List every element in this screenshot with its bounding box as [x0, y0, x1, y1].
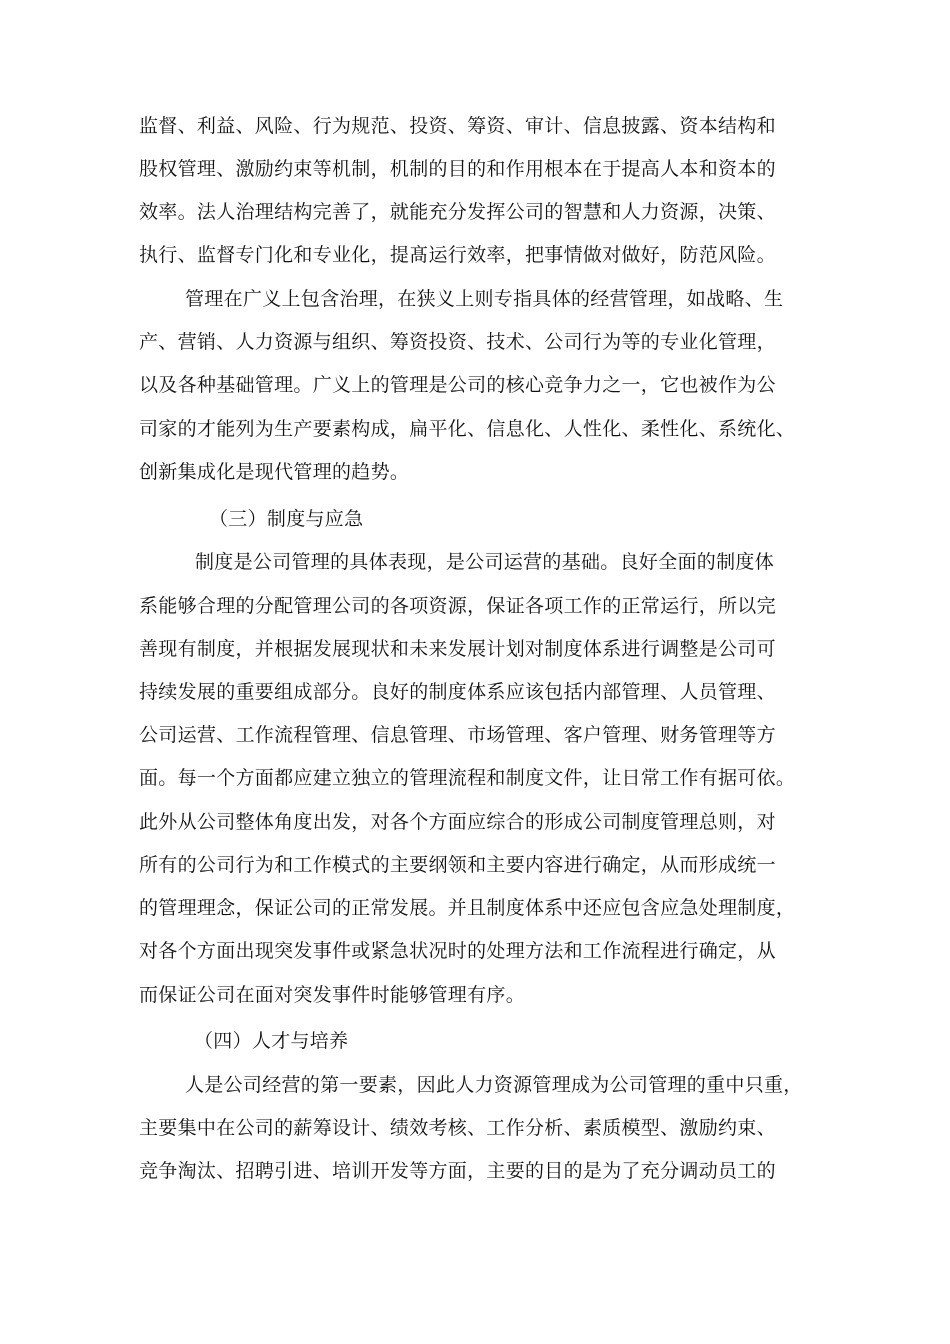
text-line: 善现有制度，并根据发展现状和未来发展计划对制度体系进行调整是公司可 [139, 638, 776, 660]
text-line: 执行、监督专门化和专业化，提髙运行效率，把事情做对做好，防范风险。 [139, 244, 776, 266]
text-line: 人是公司经营的第一要素，因此人力资源管理成为公司管理的重中只重， [185, 1074, 803, 1096]
text-line: 监督、利益、风险、行为规范、投资、筹资、审计、信息披露、资本结构和 [139, 115, 776, 137]
text-line: 司家的才能列为生产要素构成，扁平化、信息化、人性化、柔性化、系统化、 [139, 418, 796, 440]
text-line: 系能够合理的分配管理公司的各项资源，保证各项工作的正常运行，所以完 [139, 595, 776, 617]
text-line: 以及各种基础管理。广义上的管理是公司的核心竞争力之一，它也被作为公 [139, 374, 776, 396]
text-line: 的管理理念，保证公司的正常发展。并且制度体系中还应包含应急处理制度， [139, 897, 796, 919]
text-line: 对各个方面出现突发事件或紧急状况时的处理方法和工作流程进行确定，从 [139, 940, 776, 962]
text-line: 公司运营、工作流程管理、信息管理、市场管理、客户管理、财务管理等方 [139, 724, 776, 746]
text-line: 持续发展的重要组成部分。良好的制度体系应该包括内部管理、人员管理、 [139, 681, 776, 703]
text-line: 创新集成化是现代管理的趋势。 [139, 461, 410, 483]
section-heading-talent: （四）人才与培养 [194, 1030, 349, 1052]
text-line: 产、营销、人力资源与组织、筹资投资、技术、公司行为等的专业化管理， [139, 331, 776, 353]
text-line: 而保证公司在面对突发事件时能够管理有序。 [139, 984, 526, 1006]
text-line: 竞争淘汰、招聘引进、培训开发等方面，主要的目的是为了充分调动员工的 [139, 1160, 776, 1182]
text-line: 管理在广义上包含治理，在狭义上则专指具体的经营管理，如战略、生 [185, 288, 784, 310]
text-line: 此外从公司整体角度出发，对各个方面应综合的形成公司制度管理总则，对 [139, 811, 776, 833]
text-line: 效率。法人治理结构完善了，就能充分发挥公司的智慧和人力资源，决策、 [139, 201, 776, 223]
text-line: 股权管理、激励约束等机制，机制的目的和作用根本在于提高人本和资本的 [139, 158, 776, 180]
section-heading-system: （三）制度与应急 [209, 508, 364, 530]
text-line: 面。每一个方面都应建立独立的管理流程和制度文件，让日常工作有据可依。 [139, 767, 796, 789]
text-line: 主要集中在公司的薪筹设计、绩效考核、工作分析、素质模型、激励约束、 [139, 1117, 776, 1139]
text-line: 制度是公司管理的具体表现，是公司运营的基础。良好全面的制度体 [195, 551, 775, 573]
text-line: 所有的公司行为和工作模式的主要纲领和主要内容进行确定，从而形成统一 [139, 854, 776, 876]
